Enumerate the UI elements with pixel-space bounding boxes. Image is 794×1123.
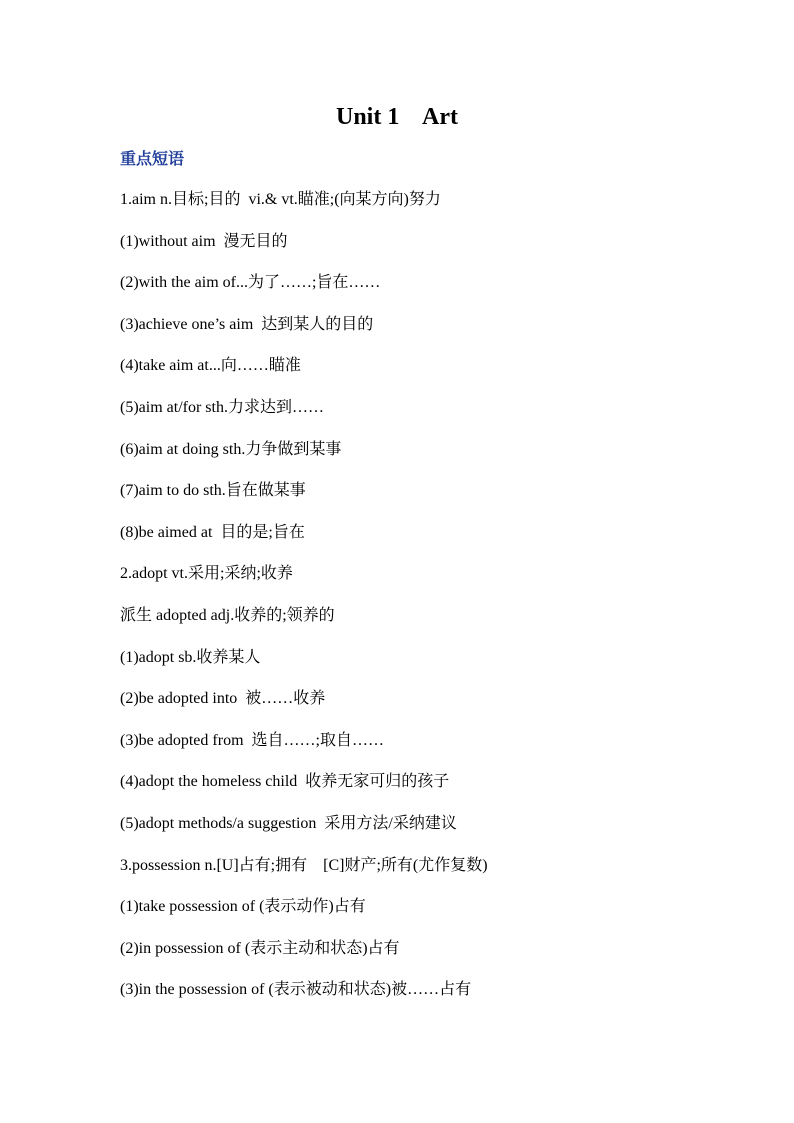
phrase-line: 1.aim n.目标;目的 vi.& vt.瞄准;(向某方向)努力 — [120, 191, 441, 208]
page-title: Unit 1 Art — [336, 104, 458, 130]
phrase-line: (4)take aim at...向……瞄准 — [120, 357, 301, 375]
phrase-line: 3.possession n.[U]占有;拥有 [C]财产;所有(尤作复数) — [120, 856, 488, 874]
phrase-line: (2)with the aim of...为了……;旨在…… — [120, 274, 381, 292]
phrase-line: (5)adopt methods/a suggestion 采用方法/采纳建议 — [120, 814, 457, 832]
phrase-line: (4)adopt the homeless child 收养无家可归的孩子 — [120, 773, 450, 791]
phrase-list — [120, 188, 720, 1020]
phrase-line: (8)be aimed at 目的是;旨在 — [120, 523, 305, 541]
phrase-line: (2)in possession of (表示主动和状态)占有 — [120, 939, 400, 957]
phrase-line: (1)adopt sb.收养某人 — [120, 648, 261, 666]
phrase-line: 派生 adopted adj.收养的;领养的 — [120, 606, 335, 624]
phrase-line: (2)be adopted into 被……收养 — [120, 690, 326, 708]
phrase-line: 2.adopt vt.采用;采纳;收养 — [120, 565, 293, 583]
phrase-line: (6)aim at doing sth.力争做到某事 — [120, 440, 342, 458]
phrase-line: (3)be adopted from 选自……;取自…… — [120, 731, 384, 749]
phrase-line: (3)achieve one’s aim 达到某人的目的 — [120, 315, 374, 333]
phrase-line: (7)aim to do sth.旨在做某事 — [120, 482, 306, 500]
phrase-line: (1)take possession of (表示动作)占有 — [120, 898, 366, 916]
phrase-line: (5)aim at/for sth.力求达到…… — [120, 398, 324, 416]
phrase-line: (1)without aim 漫无目的 — [120, 232, 288, 250]
phrase-line: (3)in the possession of (表示被动和状态)被……占有 — [120, 981, 472, 999]
section-heading: 重点短语 — [120, 149, 185, 168]
